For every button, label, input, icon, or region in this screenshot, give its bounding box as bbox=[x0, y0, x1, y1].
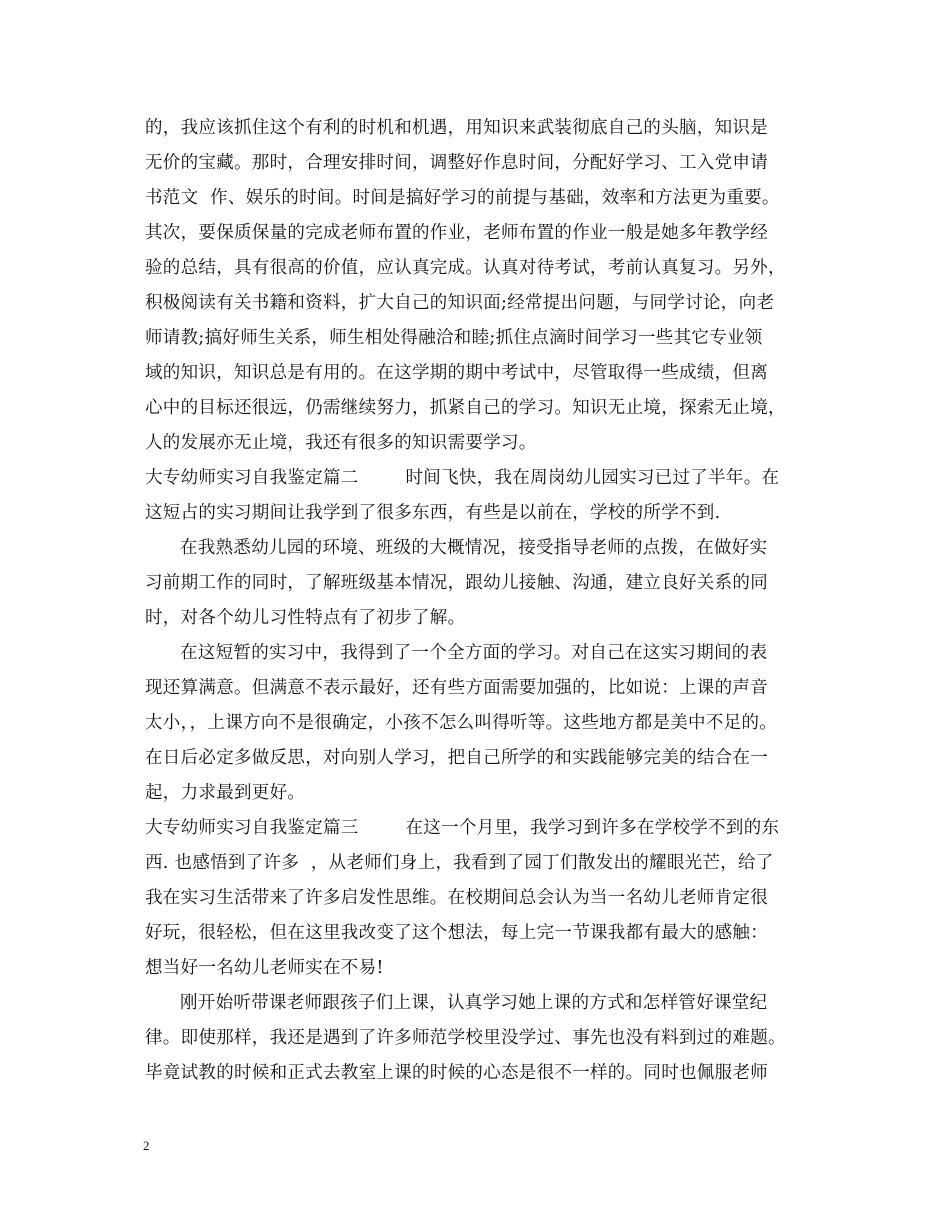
text-line: 其次，要保质保量的完成老师布置的作业，老师布置的作业一般是她多年教学经 bbox=[145, 223, 768, 243]
text-line: 人的发展亦无止境，我还有很多的知识需要学习。 bbox=[145, 433, 537, 453]
text-line: 起，力求最到更好。 bbox=[145, 783, 306, 803]
text-line: 西. 也感悟到了许多 ，从老师们身上，我看到了园丁们散发出的耀眼光芒，给了 bbox=[145, 853, 774, 873]
text-line: 在日后必定多做反思，对向别人学习，把自己所学的和实践能够完美的结合在一 bbox=[145, 748, 768, 768]
text-line: 师请教;搞好师生关系，师生相处得融洽和睦;抓住点滴时间学习一些其它专业领 bbox=[145, 328, 763, 348]
paragraph-first-line: 在我熟悉幼儿园的环境、班级的大概情况，接受指导老师的点拨，在做好实 bbox=[180, 538, 768, 558]
text-line: 心中的目标还很远，仍需继续努力，抓紧自己的学习。知识无止境，探索无止境， bbox=[145, 398, 786, 418]
text-line: 好玩，很轻松，但在这里我改变了这个想法，每上完一节课我都有最大的感触： bbox=[145, 923, 768, 943]
text-line: 书范文 作、娱乐的时间。时间是搞好学习的前提与基础，效率和方法更为重要。 bbox=[145, 188, 780, 208]
text-line: 积极阅读有关书籍和资料，扩大自己的知识面;经常提出问题，与同学讨论，向老 bbox=[145, 293, 775, 313]
text-line: 无价的宝藏。那时，合理安排时间，调整好作息时间，分配好学习、工入党申请 bbox=[145, 153, 768, 173]
text-line: 验的总结，具有很高的价值，应认真完成。认真对待考试，考前认真复习。另外， bbox=[145, 258, 786, 278]
text-line: 想当好一名幼儿老师实在不易! bbox=[145, 958, 384, 978]
text-line: 律。即使那样，我还是遇到了许多师范学校里没学过、事先也没有料到过的难题。 bbox=[145, 1028, 786, 1048]
text-line: 这短占的实习期间让我学到了很多东西，有些是以前在，学校的所学不到. bbox=[145, 503, 721, 523]
text-line: 时，对各个幼儿习性特点有了初步了解。 bbox=[145, 608, 466, 628]
text-line: 太小，，上课方向不是很确定，小孩不怎么叫得听等。这些地方都是美中不足的。 bbox=[145, 713, 778, 733]
section-heading-line: 大专幼师实习自我鉴定篇二 时间飞快，我在周岗幼儿园实习已过了半年。在 bbox=[145, 468, 780, 488]
text-line: 习前期工作的同时，了解班级基本情况，跟幼儿接触、沟通，建立良好关系的同 bbox=[145, 573, 768, 593]
text-line: 域的知识，知识总是有用的。在这学期的期中考试中，尽管取得一些成绩，但离 bbox=[145, 363, 768, 383]
text-line: 的，我应该抓住这个有利的时机和机遇，用知识来武装彻底自己的头脑，知识是 bbox=[145, 118, 768, 138]
paragraph-first-line: 刚开始听带课老师跟孩子们上课，认真学习她上课的方式和怎样管好课堂纪 bbox=[180, 993, 768, 1013]
text-line: 毕竟试教的时候和正式去教室上课的时候的心态是很不一样的。同时也佩服老师 bbox=[145, 1063, 768, 1083]
text-line: 我在实习生活带来了许多启发性思维。在校期间总会认为当一名幼儿老师肯定很 bbox=[145, 888, 768, 908]
page-number: 2 bbox=[143, 1138, 150, 1153]
text-line: 现还算满意。但满意不表示最好，还有些方面需要加强的，比如说：上课的声音 bbox=[145, 678, 768, 698]
paragraph-first-line: 在这短暂的实习中，我得到了一个全方面的学习。对自己在这实习期间的表 bbox=[180, 643, 768, 663]
section-heading-line: 大专幼师实习自我鉴定篇三 在这一个月里，我学习到许多在学校学不到的东 bbox=[145, 818, 780, 838]
